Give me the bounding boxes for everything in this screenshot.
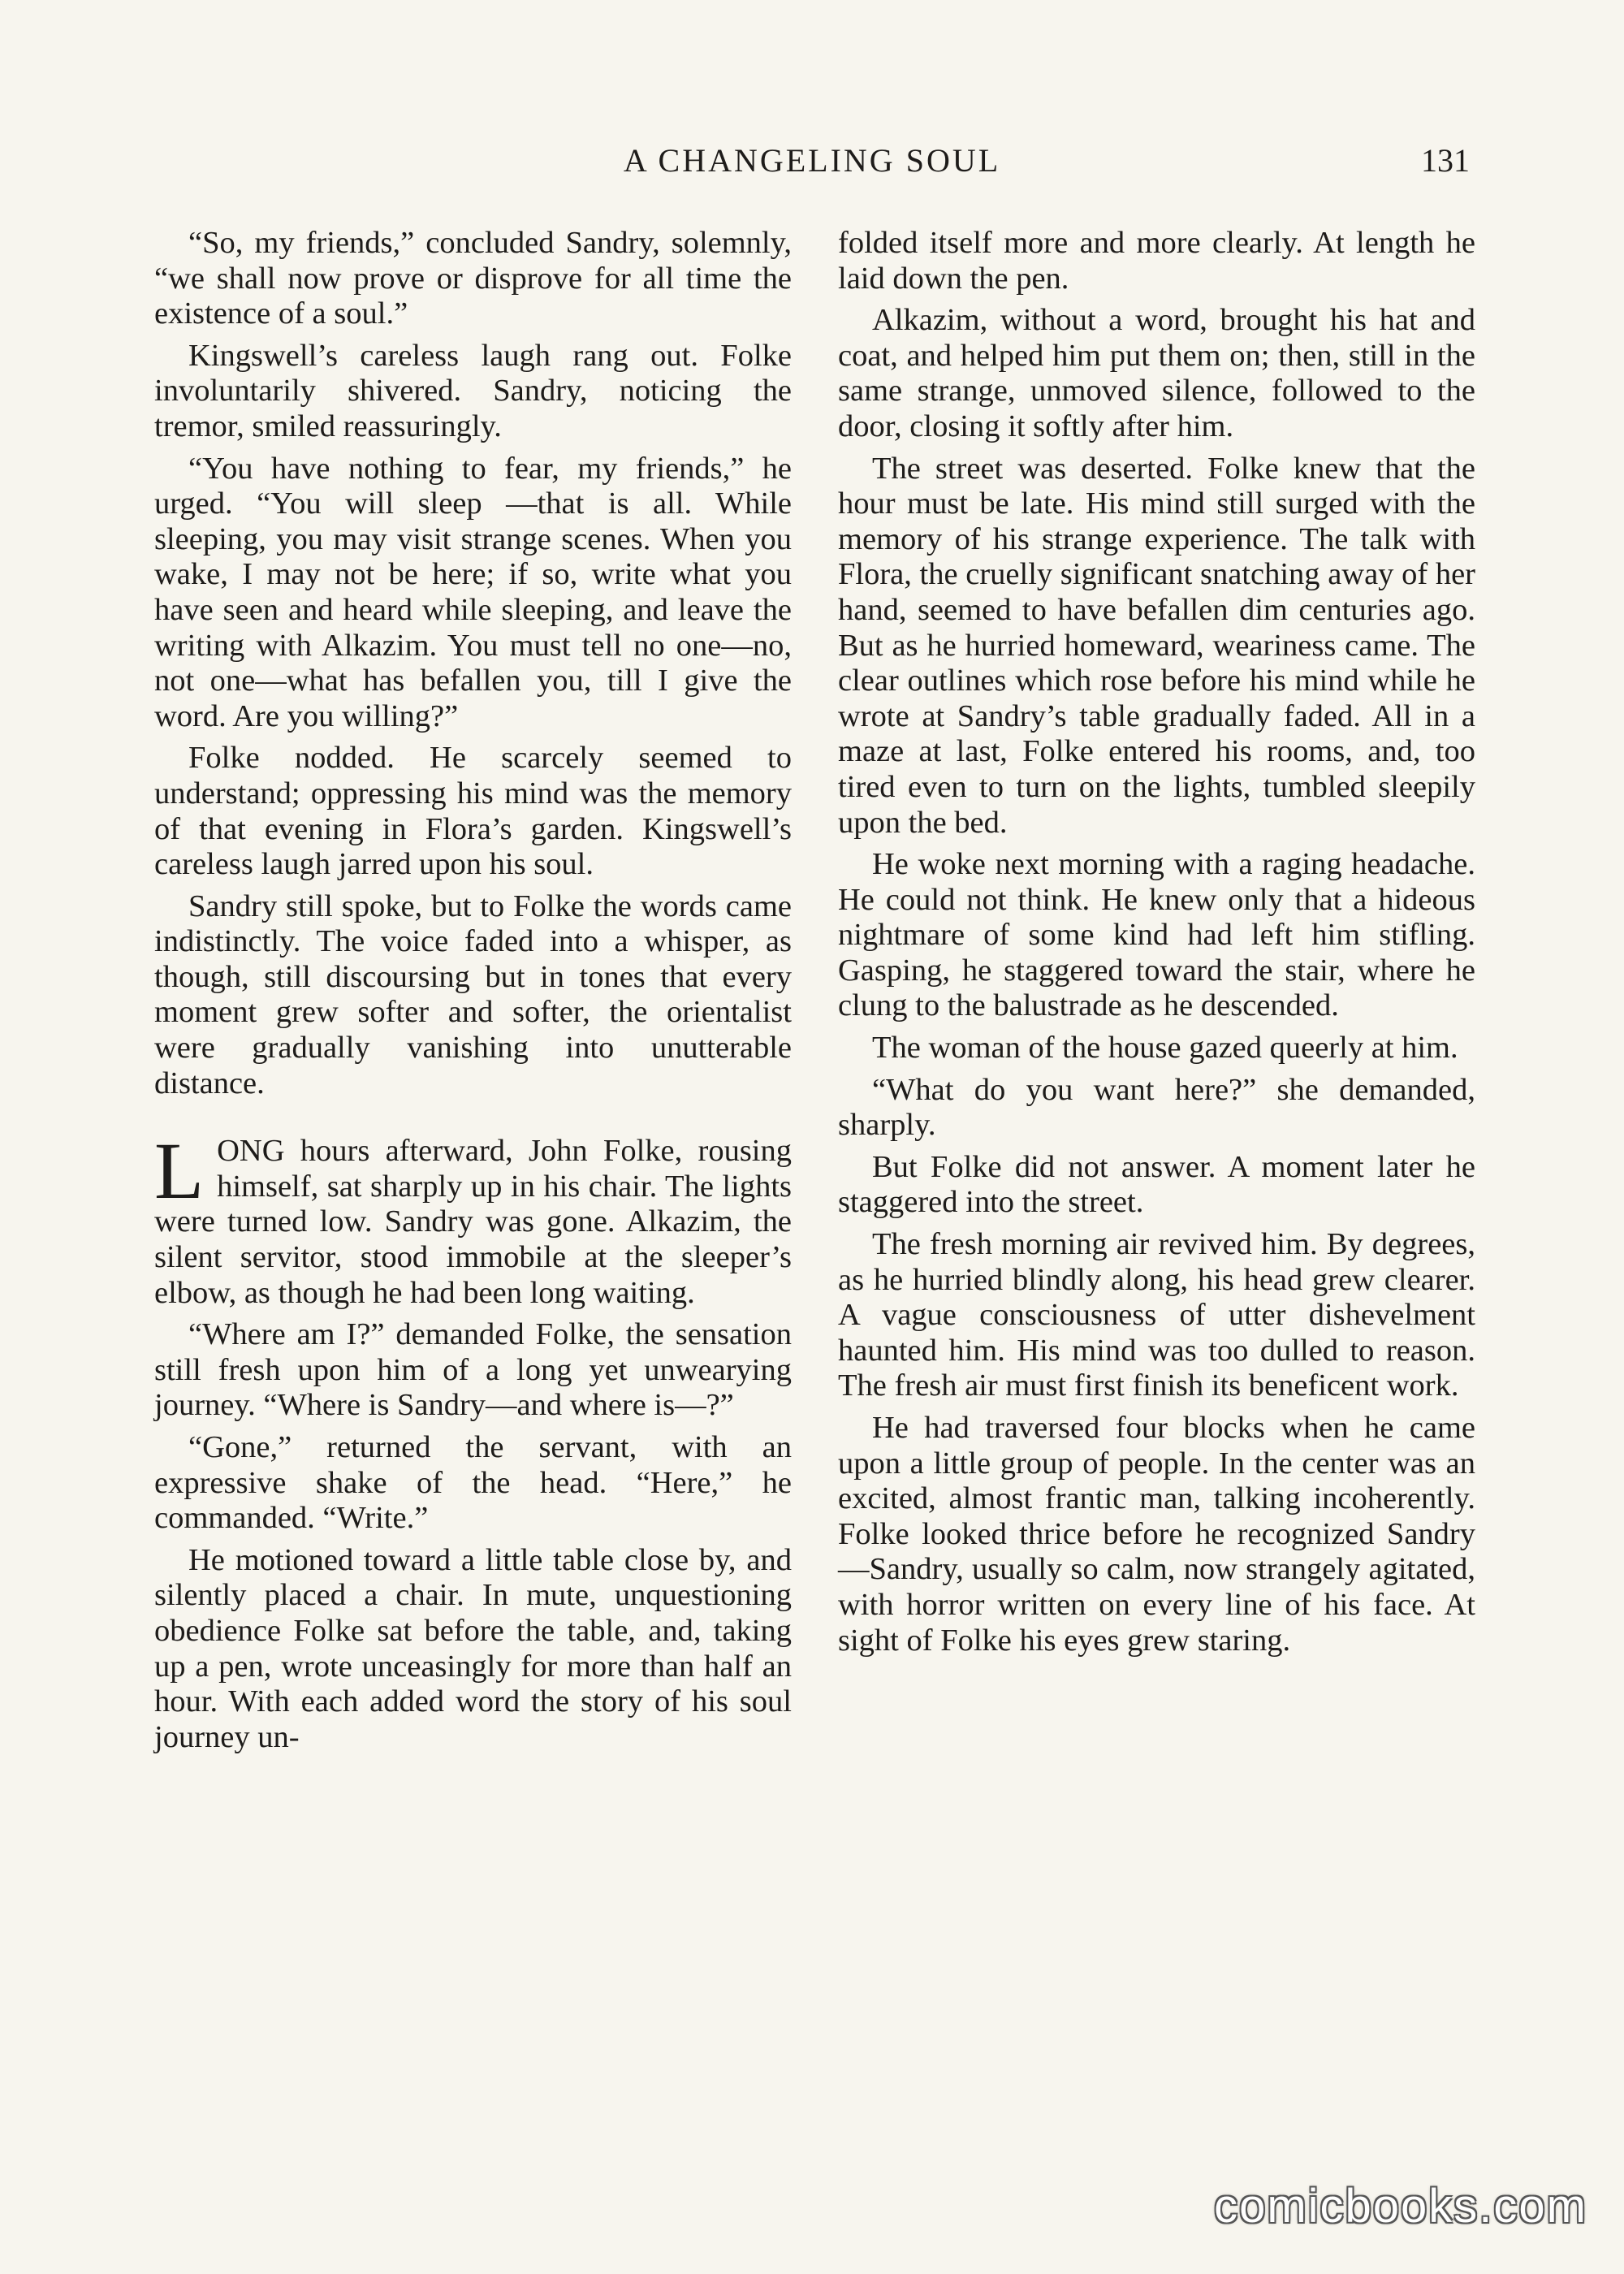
site-watermark: comicbooks.com: [1214, 2180, 1587, 2233]
running-header: [154, 136, 1470, 185]
paragraph: Alkazim, without a word, brought his hat and coat, and helped him put them on; then, still in the same strange, unmoved silence, followed to the door, closing it softly after him.: [838, 303, 1475, 443]
paragraph: folded itself more and more clearly. At length he laid down the pen.: [838, 226, 1475, 296]
paragraph: He woke next morning with a raging headache. He could not think. He knew only that a hideous nightmare of some kind had left him stifling. Gasping, he staggered toward the stair, where he clung to the balustrade as he descended.: [838, 847, 1475, 1023]
left-column: [154, 226, 792, 1762]
paragraph: “Gone,” returned the servant, with an expressive shake of the head. “Here,” he commanded. “Write.”: [154, 1430, 792, 1536]
paragraph: “What do you want here?” she demanded, sharply.: [838, 1072, 1475, 1143]
drop-cap: L: [154, 1126, 205, 1217]
right-column: [838, 226, 1475, 1665]
paragraph: The woman of the house gazed queerly at him.: [872, 1031, 1458, 1066]
paragraph: He motioned toward a little table close by, and silently placed a chair. In mute, unquestioning obedience Folke sat before the table, and, taking up a pen, wrote unceasingly for more than half an hour. With each added word the story of his soul journey un-: [154, 1542, 792, 1754]
paragraph: Folke nodded. He scarcely seemed to understand; oppressing his mind was the memory of that evening in Flora’s garden. Kingswell’s careless laugh jarred upon his soul.: [154, 741, 792, 882]
paragraph: “You have nothing to fear, my friends,” he urged. “You will sleep —that is all. While sleeping, you may visit strange scenes. When you wake, I may not be here; if so, write what you have seen and heard while sleeping, and leave the writing with Alkazim. You must tell no one—no, not one—what has befallen you, till I give the word. Are you willing?”: [154, 451, 792, 733]
paragraph: Kingswell’s careless laugh rang out. Folke involuntarily shivered. Sandry, noticing the tremor, smiled reassuringly.: [154, 338, 792, 443]
paragraph: The street was deserted. Folke knew that the hour must be late. His mind still surged with the memory of his strange experience. The talk with Flora, the cruelly significant snatching away of her hand, seemed to have befallen dim centuries ago. But as he hurried homeward, weariness came. The clear outlines which rose before his mind while he wrote at Sandry’s table gradually faded. All in a maze at last, Folke entered his rooms, and, too tired even to turn on the lights, tumbled sleepily upon the bed.: [838, 451, 1475, 840]
paragraph: The fresh morning air revived him. By degrees, as he hurried blindly along, his head grew clearer. A vague consciousness of utter dishevelment haunted him. His mind was too dulled to reason. The fresh air must first finish its beneficent work.: [838, 1227, 1475, 1403]
paragraph: But Folke did not answer. A moment later he staggered into the street.: [838, 1149, 1475, 1220]
paragraph: He had traversed four blocks when he came upon a little group of people. In the center was an excited, almost frantic man, talking incoherently. Folke looked thrice before he recognized Sandry—Sandry, usually so calm, now strangely agitated, with horror written on every line of his face. At sight of Folke his eyes grew staring.: [838, 1411, 1475, 1658]
paragraph-text: ONG hours afterward, John Folke, rousing himself, sat sharply up in his chair. The lights were turned low. Sandry was gone. Alkazim, the silent servitor, stood immobile at the sleeper’s elbow, as though he had been long waiting.: [154, 1134, 792, 1310]
paragraph: “So, my friends,” concluded Sandry, solemnly, “we shall now prove or disprove for all time the existence of a soul.”: [154, 226, 792, 331]
paragraph: Sandry still spoke, but to Folke the words came indistinctly. The voice faded into a whisper, as though, still discoursing but in tones that every moment grew softer and softer, the orientalist were gradually vanishing into unutterable distance.: [154, 888, 792, 1100]
section-opening-paragraph: [154, 1126, 792, 1311]
page-number: 131: [1421, 142, 1470, 179]
paragraph: “Where am I?” demanded Folke, the sensation still fresh upon him of a long yet unwearying journey. “Where is Sandry—and where is—?”: [154, 1317, 792, 1423]
running-title: A CHANGELING SOUL: [623, 142, 1001, 179]
